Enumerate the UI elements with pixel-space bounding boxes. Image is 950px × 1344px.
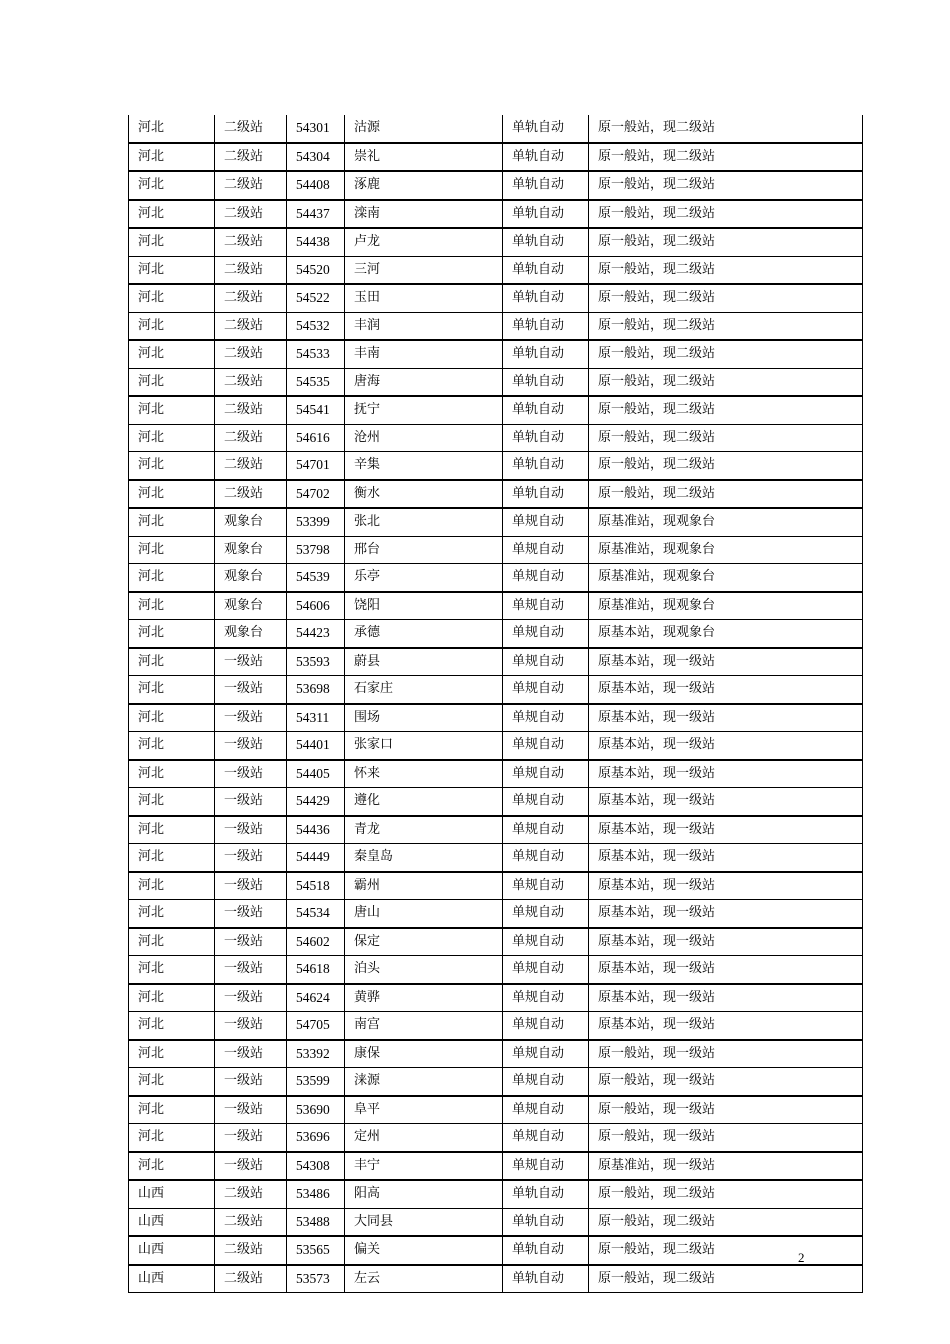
table-row [129, 340, 863, 368]
table-row [129, 228, 863, 256]
table-row [129, 368, 863, 396]
table-row [129, 928, 863, 956]
station-id-cell: 54308 [287, 1152, 345, 1181]
remark-cell: 原基本站，现一级站 [589, 704, 863, 732]
province-cell: 河北 [129, 956, 215, 984]
station-id-cell: 54301 [287, 115, 345, 143]
observation-type-cell: 单规自动 [503, 704, 589, 732]
station-id-cell: 53488 [287, 1208, 345, 1236]
station-class-cell: 二级站 [215, 228, 287, 256]
station-name-cell: 张家口 [345, 732, 503, 760]
station-name-cell: 张北 [345, 508, 503, 536]
station-name-cell: 涿鹿 [345, 171, 503, 200]
remark-cell: 原基准站，现观象台 [589, 508, 863, 536]
station-id-cell: 54436 [287, 816, 345, 844]
station-class-cell: 二级站 [215, 1236, 287, 1265]
station-id-cell: 53798 [287, 536, 345, 564]
station-id-cell: 54541 [287, 396, 345, 424]
province-cell: 河北 [129, 536, 215, 564]
observation-type-cell: 单轨自动 [503, 228, 589, 256]
station-id-cell: 54429 [287, 788, 345, 816]
station-class-cell: 二级站 [215, 171, 287, 200]
province-cell: 河北 [129, 1012, 215, 1040]
station-class-cell: 观象台 [215, 564, 287, 592]
station-class-cell: 观象台 [215, 536, 287, 564]
station-class-cell: 二级站 [215, 200, 287, 229]
province-cell: 河北 [129, 816, 215, 844]
station-id-cell: 54624 [287, 984, 345, 1012]
table-row [129, 620, 863, 648]
table-row [129, 200, 863, 229]
table-row [129, 900, 863, 928]
remark-cell: 原一般站，现一级站 [589, 1124, 863, 1152]
table-row [129, 424, 863, 452]
table-row [129, 676, 863, 704]
remark-cell: 原基本站，现一级站 [589, 844, 863, 872]
observation-type-cell: 单轨自动 [503, 256, 589, 284]
observation-type-cell: 单轨自动 [503, 480, 589, 509]
station-name-cell: 唐海 [345, 368, 503, 396]
station-name-cell: 饶阳 [345, 592, 503, 620]
province-cell: 山西 [129, 1180, 215, 1208]
remark-cell: 原一般站，现二级站 [589, 452, 863, 480]
station-name-cell: 保定 [345, 928, 503, 956]
observation-type-cell: 单规自动 [503, 536, 589, 564]
station-name-cell: 三河 [345, 256, 503, 284]
station-class-cell: 二级站 [215, 396, 287, 424]
station-id-cell: 54449 [287, 844, 345, 872]
remark-cell: 原一般站，现二级站 [589, 171, 863, 200]
station-class-cell: 一级站 [215, 844, 287, 872]
province-cell: 河北 [129, 340, 215, 368]
station-name-cell: 青龙 [345, 816, 503, 844]
observation-type-cell: 单轨自动 [503, 200, 589, 229]
province-cell: 河北 [129, 200, 215, 229]
province-cell: 河北 [129, 1124, 215, 1152]
station-name-cell: 辛集 [345, 452, 503, 480]
station-class-cell: 一级站 [215, 1068, 287, 1096]
remark-cell: 原基本站，现一级站 [589, 1012, 863, 1040]
station-class-cell: 二级站 [215, 452, 287, 480]
station-class-cell: 一级站 [215, 816, 287, 844]
station-class-cell: 观象台 [215, 620, 287, 648]
remark-cell: 原一般站，现二级站 [589, 1236, 863, 1265]
remark-cell: 原一般站，现二级站 [589, 424, 863, 452]
observation-type-cell: 单轨自动 [503, 396, 589, 424]
station-name-cell: 围场 [345, 704, 503, 732]
remark-cell: 原一般站，现二级站 [589, 368, 863, 396]
observation-type-cell: 单规自动 [503, 564, 589, 592]
remark-cell: 原基准站，现一级站 [589, 1152, 863, 1181]
table-row [129, 564, 863, 592]
station-id-cell: 53593 [287, 648, 345, 676]
province-cell: 河北 [129, 312, 215, 340]
station-class-cell: 一级站 [215, 1012, 287, 1040]
observation-type-cell: 单规自动 [503, 1012, 589, 1040]
table-row [129, 592, 863, 620]
table-row [129, 508, 863, 536]
observation-type-cell: 单规自动 [503, 1124, 589, 1152]
station-class-cell: 一级站 [215, 760, 287, 788]
station-id-cell: 54534 [287, 900, 345, 928]
province-cell: 河北 [129, 788, 215, 816]
remark-cell: 原基本站，现一级站 [589, 984, 863, 1012]
province-cell: 河北 [129, 648, 215, 676]
table-row [129, 1152, 863, 1181]
station-name-cell: 滦南 [345, 200, 503, 229]
station-name-cell: 阳高 [345, 1180, 503, 1208]
observation-type-cell: 单规自动 [503, 788, 589, 816]
observation-type-cell: 单轨自动 [503, 1265, 589, 1293]
station-id-cell: 54539 [287, 564, 345, 592]
remark-cell: 原一般站，现二级站 [589, 115, 863, 143]
station-id-cell: 54702 [287, 480, 345, 509]
remark-cell: 原基本站，现一级站 [589, 676, 863, 704]
station-id-cell: 54401 [287, 732, 345, 760]
remark-cell: 原基本站，现一级站 [589, 872, 863, 900]
remark-cell: 原基本站，现一级站 [589, 816, 863, 844]
station-class-cell: 一级站 [215, 872, 287, 900]
remark-cell: 原基本站，现一级站 [589, 760, 863, 788]
remark-cell: 原基本站，现一级站 [589, 648, 863, 676]
station-id-cell: 54533 [287, 340, 345, 368]
station-id-cell: 54304 [287, 143, 345, 172]
observation-type-cell: 单轨自动 [503, 1208, 589, 1236]
observation-type-cell: 单规自动 [503, 676, 589, 704]
station-class-cell: 一级站 [215, 704, 287, 732]
table-row [129, 760, 863, 788]
table-row [129, 312, 863, 340]
station-id-cell: 53599 [287, 1068, 345, 1096]
observation-type-cell: 单规自动 [503, 816, 589, 844]
province-cell: 河北 [129, 115, 215, 143]
station-class-cell: 二级站 [215, 1180, 287, 1208]
remark-cell: 原基准站，现观象台 [589, 536, 863, 564]
remark-cell: 原一般站，现二级站 [589, 1208, 863, 1236]
station-id-cell: 53573 [287, 1265, 345, 1293]
station-name-cell: 丰润 [345, 312, 503, 340]
province-cell: 河北 [129, 1096, 215, 1124]
province-cell: 河北 [129, 228, 215, 256]
station-class-cell: 观象台 [215, 592, 287, 620]
station-id-cell: 54701 [287, 452, 345, 480]
remark-cell: 原一般站，现二级站 [589, 480, 863, 509]
table-row [129, 143, 863, 172]
station-id-cell: 54606 [287, 592, 345, 620]
table-row [129, 788, 863, 816]
observation-type-cell: 单规自动 [503, 760, 589, 788]
station-id-cell: 54423 [287, 620, 345, 648]
station-name-cell: 邢台 [345, 536, 503, 564]
station-class-cell: 二级站 [215, 256, 287, 284]
table-row [129, 1265, 863, 1293]
table-row [129, 1040, 863, 1068]
table-row [129, 844, 863, 872]
station-id-cell: 54408 [287, 171, 345, 200]
page-number: 2 [798, 1250, 805, 1265]
station-id-cell: 53690 [287, 1096, 345, 1124]
station-name-cell: 阜平 [345, 1096, 503, 1124]
remark-cell: 原一般站，现一级站 [589, 1068, 863, 1096]
province-cell: 河北 [129, 1152, 215, 1181]
station-id-cell: 54438 [287, 228, 345, 256]
table-row [129, 1180, 863, 1208]
observation-type-cell: 单规自动 [503, 1068, 589, 1096]
station-class-cell: 一级站 [215, 676, 287, 704]
observation-type-cell: 单规自动 [503, 956, 589, 984]
province-cell: 山西 [129, 1265, 215, 1293]
observation-type-cell: 单规自动 [503, 984, 589, 1012]
remark-cell: 原基准站，现观象台 [589, 592, 863, 620]
station-class-cell: 一级站 [215, 648, 287, 676]
remark-cell: 原基准站，现观象台 [589, 564, 863, 592]
station-class-cell: 一级站 [215, 788, 287, 816]
station-name-cell: 崇礼 [345, 143, 503, 172]
remark-cell: 原一般站，现一级站 [589, 1040, 863, 1068]
station-name-cell: 沧州 [345, 424, 503, 452]
station-class-cell: 一级站 [215, 900, 287, 928]
province-cell: 河北 [129, 1068, 215, 1096]
observation-type-cell: 单规自动 [503, 844, 589, 872]
province-cell: 山西 [129, 1208, 215, 1236]
province-cell: 河北 [129, 620, 215, 648]
remark-cell: 原基本站，现一级站 [589, 732, 863, 760]
table-row [129, 984, 863, 1012]
observation-type-cell: 单规自动 [503, 648, 589, 676]
station-name-cell: 定州 [345, 1124, 503, 1152]
station-id-cell: 54705 [287, 1012, 345, 1040]
station-name-cell: 丰宁 [345, 1152, 503, 1181]
station-class-cell: 二级站 [215, 1208, 287, 1236]
station-name-cell: 康保 [345, 1040, 503, 1068]
station-class-cell: 二级站 [215, 1265, 287, 1293]
table-row [129, 171, 863, 200]
station-id-cell: 54405 [287, 760, 345, 788]
province-cell: 山西 [129, 1236, 215, 1265]
station-id-cell: 53565 [287, 1236, 345, 1265]
station-name-cell: 南宫 [345, 1012, 503, 1040]
remark-cell: 原一般站，现二级站 [589, 228, 863, 256]
observation-type-cell: 单规自动 [503, 732, 589, 760]
province-cell: 河北 [129, 1040, 215, 1068]
station-class-cell: 二级站 [215, 368, 287, 396]
observation-type-cell: 单轨自动 [503, 340, 589, 368]
remark-cell: 原一般站，现二级站 [589, 284, 863, 312]
station-class-cell: 观象台 [215, 508, 287, 536]
station-class-cell: 一级站 [215, 1124, 287, 1152]
remark-cell: 原基本站，现观象台 [589, 620, 863, 648]
station-id-cell: 54532 [287, 312, 345, 340]
station-id-cell: 53399 [287, 508, 345, 536]
remark-cell: 原一般站，现二级站 [589, 200, 863, 229]
observation-type-cell: 单轨自动 [503, 1180, 589, 1208]
station-id-cell: 54311 [287, 704, 345, 732]
station-class-cell: 一级站 [215, 1152, 287, 1181]
table-row [129, 1208, 863, 1236]
province-cell: 河北 [129, 480, 215, 509]
station-name-cell: 乐亭 [345, 564, 503, 592]
station-name-cell: 承德 [345, 620, 503, 648]
province-cell: 河北 [129, 284, 215, 312]
province-cell: 河北 [129, 396, 215, 424]
station-class-cell: 二级站 [215, 340, 287, 368]
station-id-cell: 53698 [287, 676, 345, 704]
observation-type-cell: 单规自动 [503, 1152, 589, 1181]
province-cell: 河北 [129, 704, 215, 732]
station-id-cell: 54535 [287, 368, 345, 396]
observation-type-cell: 单轨自动 [503, 143, 589, 172]
province-cell: 河北 [129, 676, 215, 704]
station-table [128, 115, 863, 1293]
observation-type-cell: 单轨自动 [503, 424, 589, 452]
remark-cell: 原一般站，现一级站 [589, 1096, 863, 1124]
observation-type-cell: 单规自动 [503, 900, 589, 928]
station-class-cell: 一级站 [215, 984, 287, 1012]
station-name-cell: 玉田 [345, 284, 503, 312]
remark-cell: 原基本站，现一级站 [589, 900, 863, 928]
station-name-cell: 秦皇岛 [345, 844, 503, 872]
station-name-cell: 左云 [345, 1265, 503, 1293]
station-name-cell: 霸州 [345, 872, 503, 900]
station-id-cell: 54616 [287, 424, 345, 452]
station-id-cell: 54518 [287, 872, 345, 900]
observation-type-cell: 单规自动 [503, 872, 589, 900]
station-class-cell: 二级站 [215, 143, 287, 172]
station-id-cell: 54522 [287, 284, 345, 312]
station-class-cell: 二级站 [215, 312, 287, 340]
remark-cell: 原一般站，现二级站 [589, 1180, 863, 1208]
station-name-cell: 大同县 [345, 1208, 503, 1236]
province-cell: 河北 [129, 368, 215, 396]
station-id-cell: 53696 [287, 1124, 345, 1152]
station-class-cell: 一级站 [215, 1040, 287, 1068]
province-cell: 河北 [129, 564, 215, 592]
table-row [129, 1124, 863, 1152]
station-name-cell: 衡水 [345, 480, 503, 509]
observation-type-cell: 单规自动 [503, 592, 589, 620]
observation-type-cell: 单轨自动 [503, 115, 589, 143]
table-row [129, 396, 863, 424]
table-row [129, 732, 863, 760]
station-table-body [129, 115, 863, 1293]
station-name-cell: 涞源 [345, 1068, 503, 1096]
station-name-cell: 蔚县 [345, 648, 503, 676]
remark-cell: 原一般站，现二级站 [589, 256, 863, 284]
table-row [129, 1236, 863, 1265]
remark-cell: 原一般站，现二级站 [589, 312, 863, 340]
province-cell: 河北 [129, 900, 215, 928]
station-name-cell: 石家庄 [345, 676, 503, 704]
station-id-cell: 54520 [287, 256, 345, 284]
table-row [129, 956, 863, 984]
province-cell: 河北 [129, 143, 215, 172]
table-row [129, 256, 863, 284]
observation-type-cell: 单轨自动 [503, 1236, 589, 1265]
observation-type-cell: 单轨自动 [503, 171, 589, 200]
remark-cell: 原基本站，现一级站 [589, 788, 863, 816]
station-name-cell: 遵化 [345, 788, 503, 816]
observation-type-cell: 单轨自动 [503, 452, 589, 480]
province-cell: 河北 [129, 424, 215, 452]
station-name-cell: 黄骅 [345, 984, 503, 1012]
province-cell: 河北 [129, 256, 215, 284]
province-cell: 河北 [129, 452, 215, 480]
station-id-cell: 54437 [287, 200, 345, 229]
table-row [129, 1096, 863, 1124]
observation-type-cell: 单规自动 [503, 928, 589, 956]
province-cell: 河北 [129, 171, 215, 200]
table-row [129, 284, 863, 312]
station-id-cell: 54618 [287, 956, 345, 984]
province-cell: 河北 [129, 984, 215, 1012]
province-cell: 河北 [129, 732, 215, 760]
table-row [129, 648, 863, 676]
province-cell: 河北 [129, 928, 215, 956]
station-name-cell: 卢龙 [345, 228, 503, 256]
table-row [129, 1068, 863, 1096]
observation-type-cell: 单规自动 [503, 508, 589, 536]
table-row [129, 872, 863, 900]
province-cell: 河北 [129, 760, 215, 788]
observation-type-cell: 单规自动 [503, 1040, 589, 1068]
station-class-cell: 二级站 [215, 115, 287, 143]
station-id-cell: 53392 [287, 1040, 345, 1068]
station-class-cell: 一级站 [215, 1096, 287, 1124]
table-row [129, 115, 863, 143]
table-row [129, 816, 863, 844]
station-name-cell: 唐山 [345, 900, 503, 928]
table-row [129, 704, 863, 732]
station-id-cell: 53486 [287, 1180, 345, 1208]
station-name-cell: 怀来 [345, 760, 503, 788]
observation-type-cell: 单轨自动 [503, 312, 589, 340]
remark-cell: 原基本站，现一级站 [589, 956, 863, 984]
observation-type-cell: 单规自动 [503, 620, 589, 648]
observation-type-cell: 单规自动 [503, 1096, 589, 1124]
table-row [129, 480, 863, 509]
station-class-cell: 二级站 [215, 424, 287, 452]
table-row [129, 452, 863, 480]
station-name-cell: 丰南 [345, 340, 503, 368]
station-class-cell: 一级站 [215, 732, 287, 760]
remark-cell: 原一般站，现二级站 [589, 396, 863, 424]
station-class-cell: 一级站 [215, 956, 287, 984]
station-class-cell: 二级站 [215, 284, 287, 312]
observation-type-cell: 单轨自动 [503, 284, 589, 312]
station-name-cell: 沽源 [345, 115, 503, 143]
station-name-cell: 抚宁 [345, 396, 503, 424]
remark-cell: 原一般站，现二级站 [589, 340, 863, 368]
station-name-cell: 偏关 [345, 1236, 503, 1265]
remark-cell: 原一般站，现二级站 [589, 143, 863, 172]
station-name-cell: 泊头 [345, 956, 503, 984]
station-class-cell: 一级站 [215, 928, 287, 956]
table-row [129, 1012, 863, 1040]
remark-cell: 原一般站，现二级站 [589, 1265, 863, 1293]
province-cell: 河北 [129, 872, 215, 900]
province-cell: 河北 [129, 592, 215, 620]
station-class-cell: 二级站 [215, 480, 287, 509]
observation-type-cell: 单轨自动 [503, 368, 589, 396]
province-cell: 河北 [129, 844, 215, 872]
remark-cell: 原基本站，现一级站 [589, 928, 863, 956]
station-id-cell: 54602 [287, 928, 345, 956]
province-cell: 河北 [129, 508, 215, 536]
table-row [129, 536, 863, 564]
